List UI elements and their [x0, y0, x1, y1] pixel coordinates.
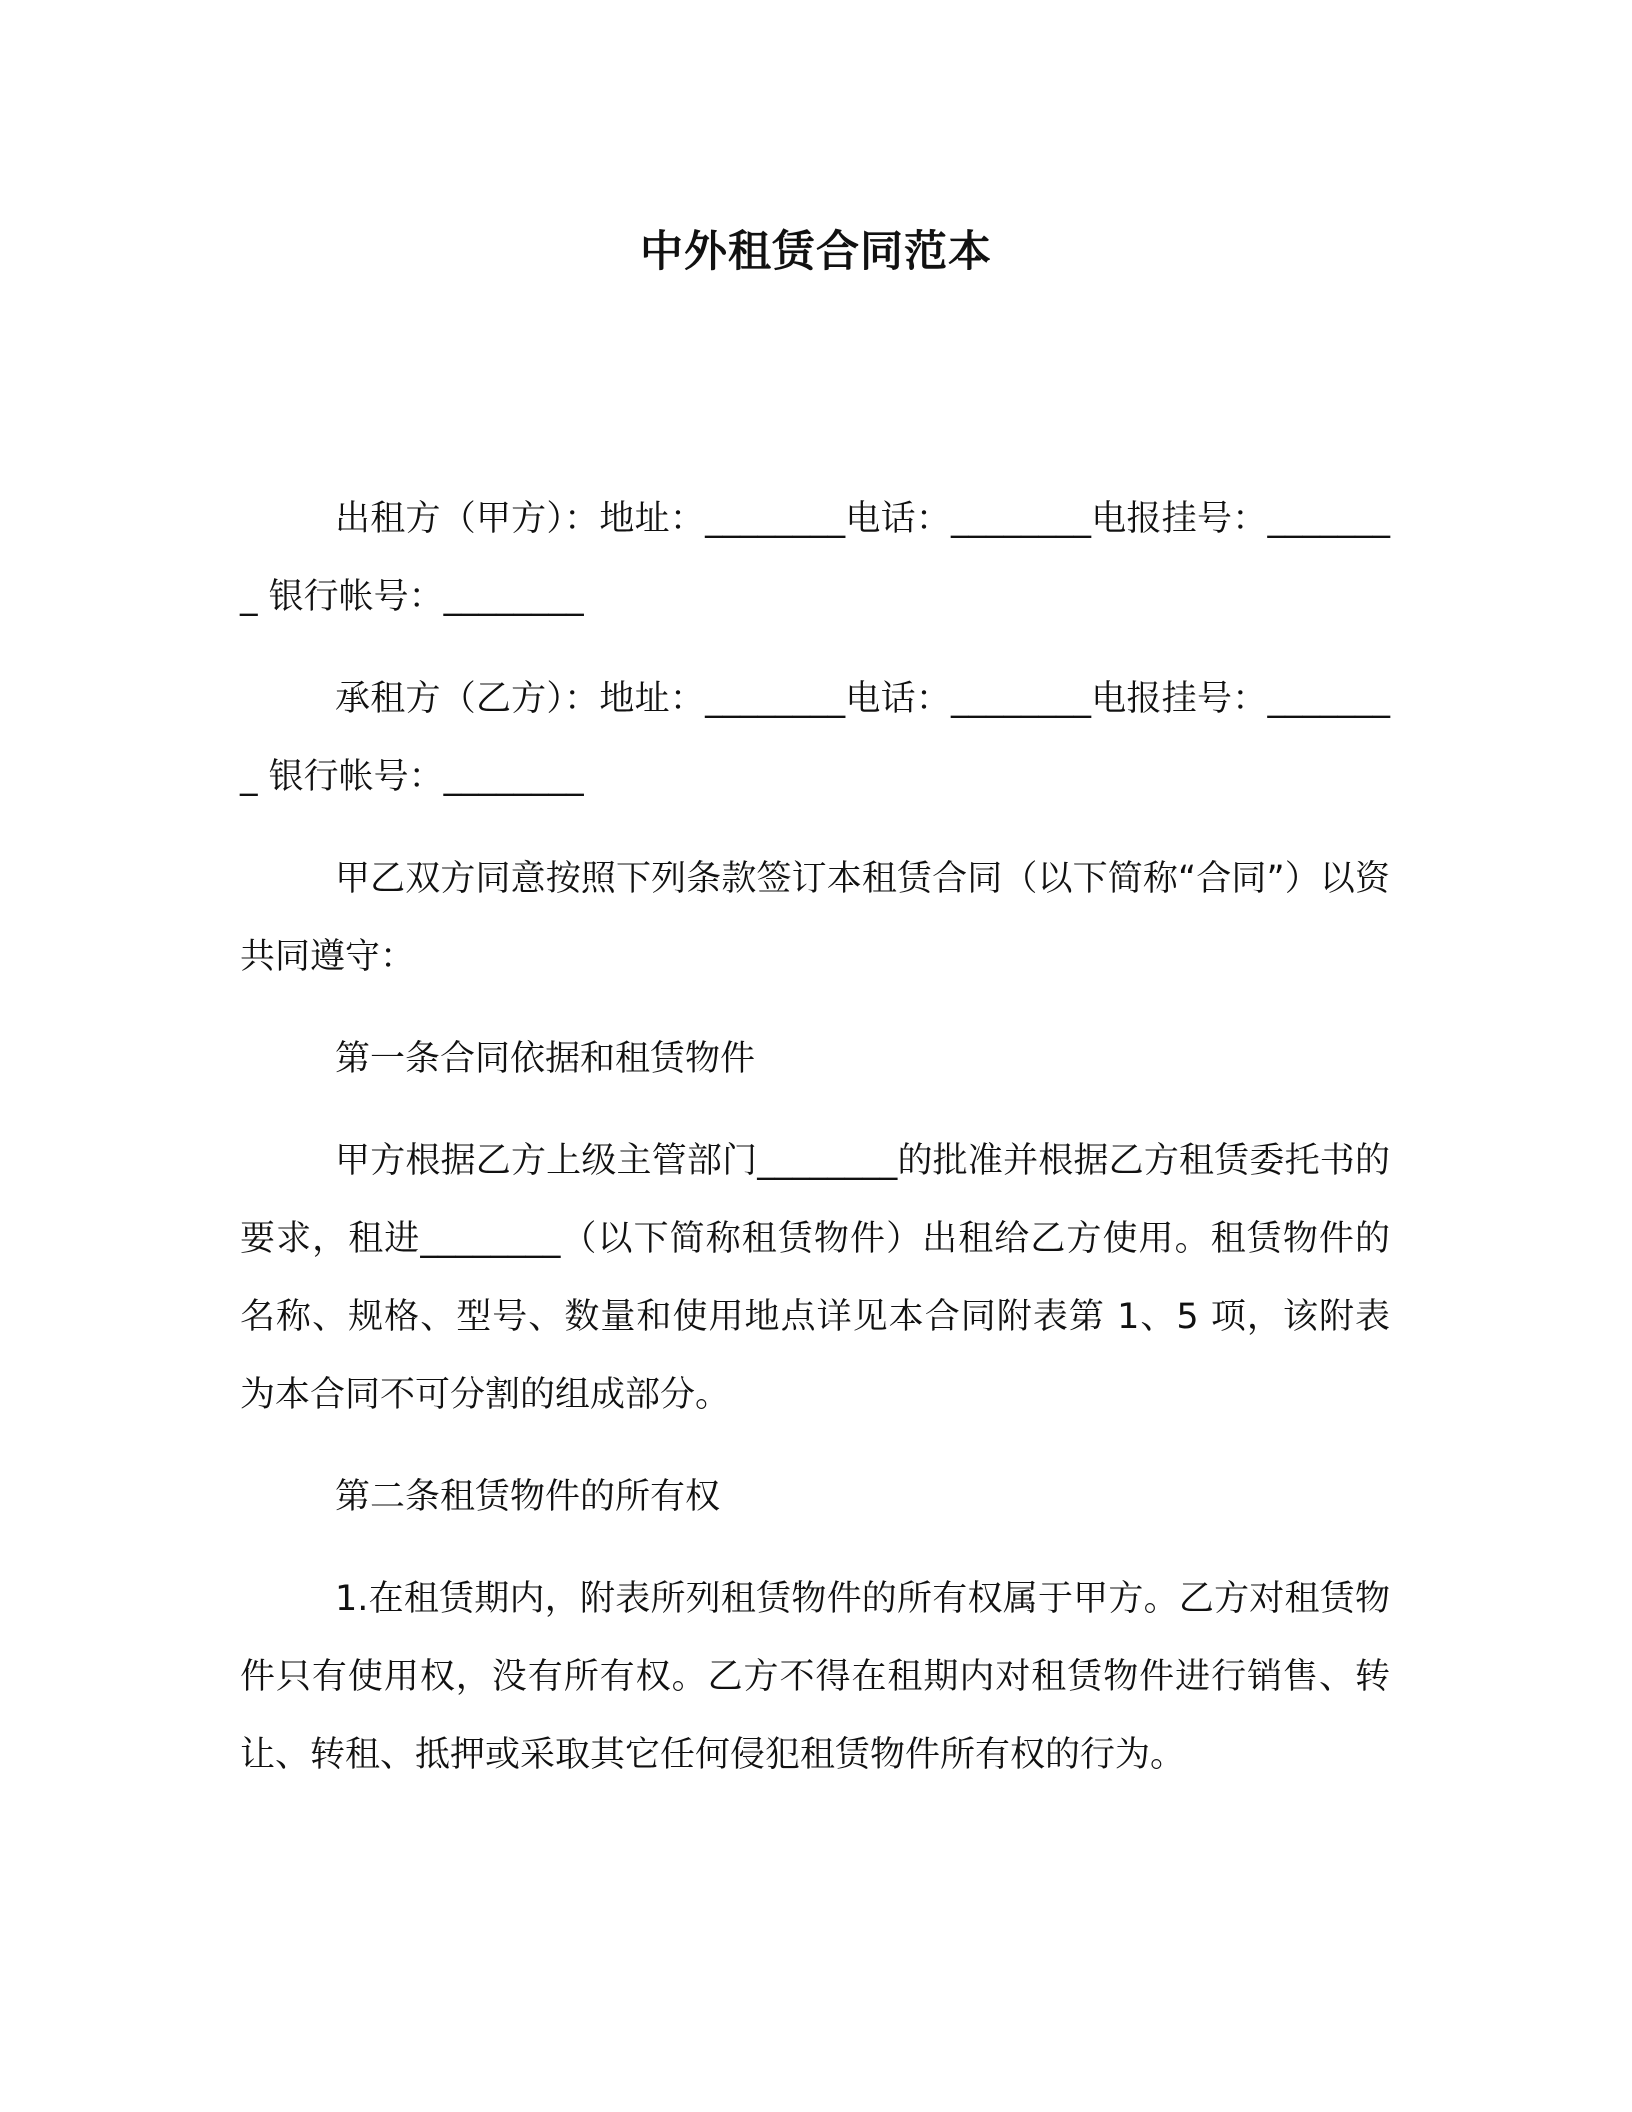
preamble-paragraph: 甲乙双方同意按照下列条款签订本租赁合同（以下简称“合同”）以资共同遵守：	[240, 859, 1390, 977]
article-2-clause-1: 1.在租赁期内，附表所列租赁物件的所有权属于甲方。乙方对租赁物件只有使用权，没有所有权。乙方不得在租期内对租赁物件进行销售、转让、转租、抵押或采取其它任何侵犯租赁物件所有权的行为。	[240, 1579, 1390, 1775]
document-body	[240, 480, 1390, 1818]
article-1-heading: 第一条合同依据和租赁物件	[335, 1039, 756, 1079]
document-title: 中外租赁合同范本	[640, 227, 992, 277]
lessor-info-paragraph: 出租方（甲方）：地址：________电话：________电报挂号：________ 银行帐号：________	[240, 499, 1390, 617]
article-2-heading: 第二条租赁物件的所有权	[335, 1477, 721, 1517]
lessee-info-paragraph: 承租方（乙方）：地址：________电话：________电报挂号：________ 银行帐号：________	[240, 679, 1390, 797]
article-1-body: 甲方根据乙方上级主管部门________的批准并根据乙方租赁委托书的要求，租进________（以下简称租赁物件）出租给乙方使用。租赁物件的名称、规格、型号、数量和使用地点详见本合同附表第 1、5 项，该附表为本合同不可分割的组成部分。	[240, 1141, 1390, 1415]
